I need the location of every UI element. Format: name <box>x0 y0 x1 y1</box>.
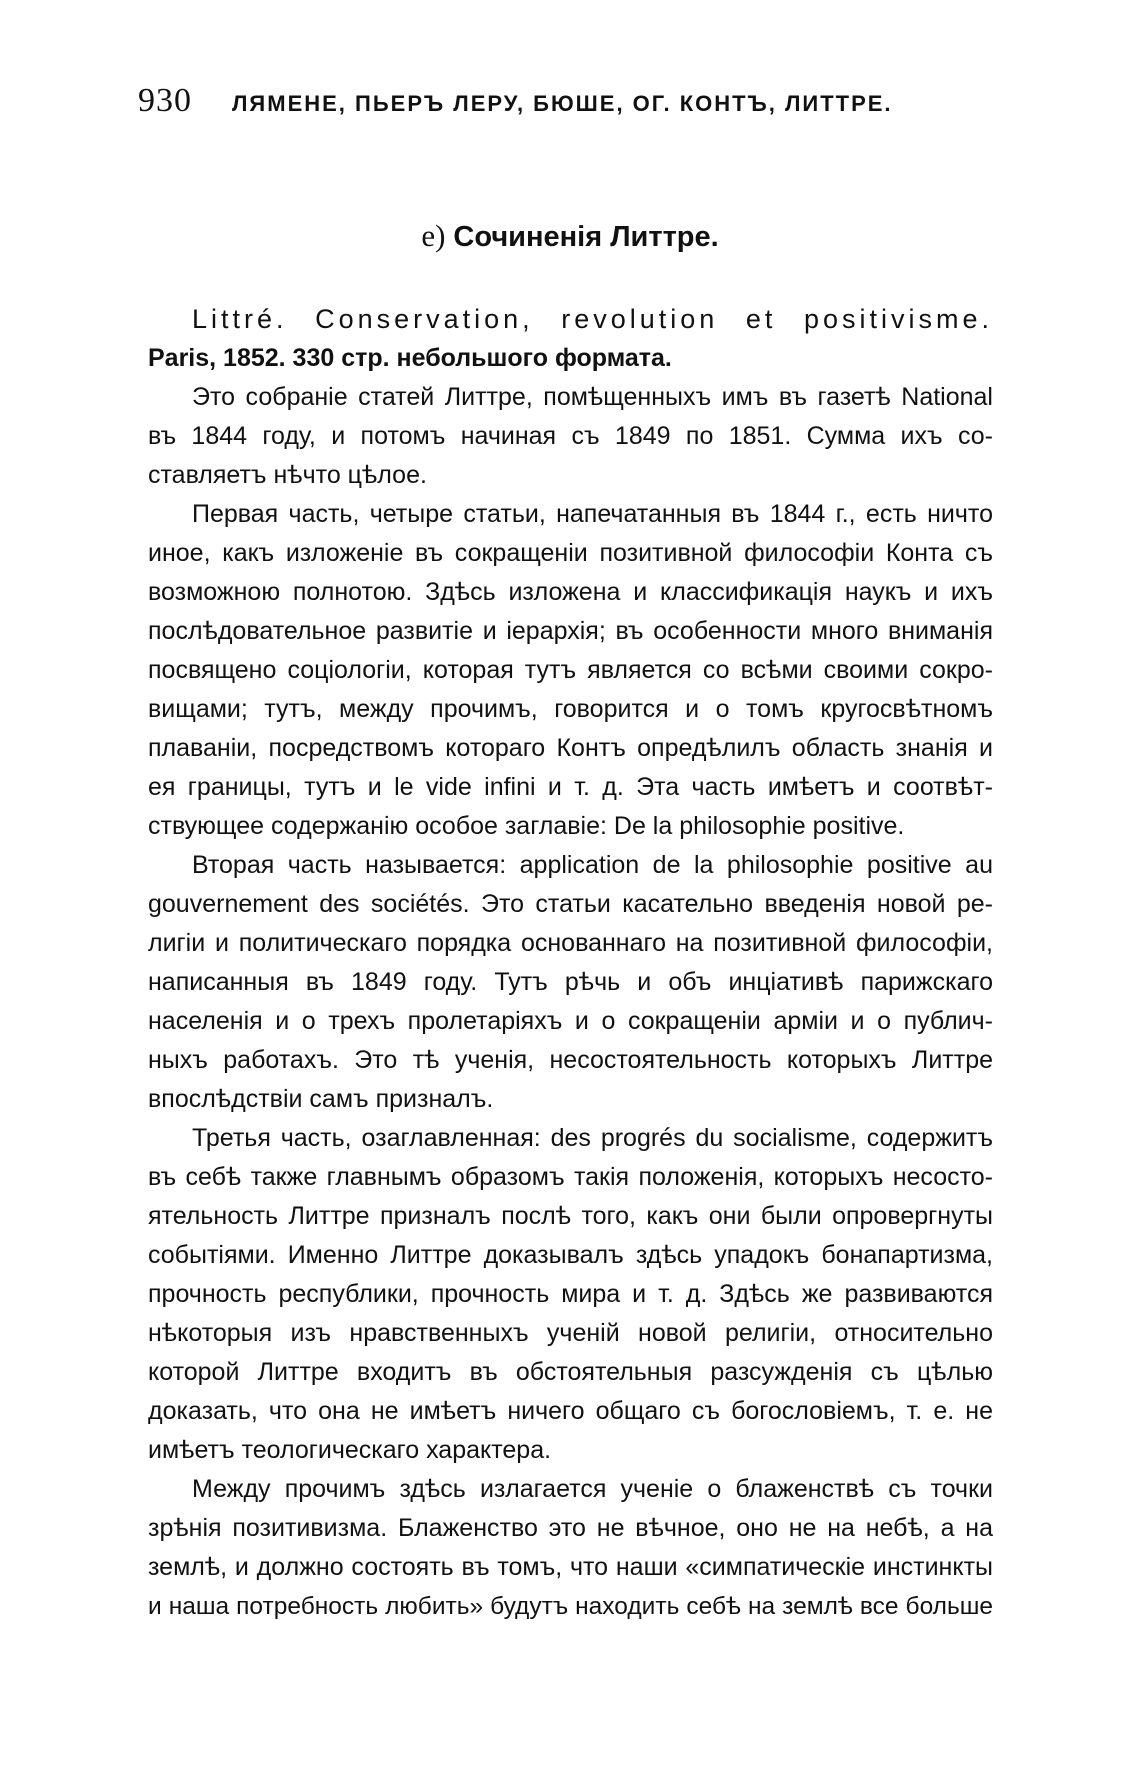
text-line: и наша потребность любить» будутъ находить себѣ на землѣ все больше <box>148 1593 993 1620</box>
text-line: ставляетъ нѣчто цѣлое. <box>148 461 427 489</box>
page-number: 930 <box>138 82 192 119</box>
text-line: которой Литтре входитъ въ обстоятельныя разсужденія съ цѣлью <box>148 1358 993 1386</box>
section-heading <box>0 218 1140 254</box>
text-line: ствующее содержанію особое заглавіе: De la philosophie positive. <box>148 812 905 840</box>
text-line: Между прочимъ здѣсь излагается ученіе о блаженствѣ съ точки <box>192 1475 993 1503</box>
text-line: событіями. Именно Литтре доказывалъ здѣсь упадокъ бонапартизма, <box>148 1241 993 1269</box>
text-line: доказать, что она не имѣетъ ничего общаго съ богословіемъ, т. е. не <box>148 1397 993 1425</box>
text-line: послѣдовательное развитіе и іерархія; въ особенности много вниманія <box>148 617 993 645</box>
bibliography-line: Paris, 1852. 330 стр. небольшого формата. <box>148 344 672 372</box>
text-line: нѣкоторыя изъ нравственныхъ ученій новой религіи, относительно <box>148 1319 993 1347</box>
text-line: лигіи и политическаго порядка основаннаго на позитивной философіи, <box>148 929 993 957</box>
bibliography-entry <box>148 300 993 378</box>
text-line: плаваніи, посредствомъ котораго Контъ опредѣлилъ область знанія и <box>148 734 993 762</box>
text-line: gouvernement des sociétés. Это статьи касательно введенія новой ре- <box>148 890 993 918</box>
text-line: въ себѣ также главнымъ образомъ такія положенія, которыхъ несосто- <box>148 1163 993 1191</box>
text-line: прочность республики, прочность мира и т. д. Здѣсь же развиваются <box>148 1280 993 1308</box>
text-line: вищами; тутъ, между прочимъ, говорится и о томъ кругосвѣтномъ <box>148 695 993 723</box>
paragraph <box>148 1119 993 1470</box>
text-line: Третья часть, озаглавленная: des progrés du socialisme, содержитъ <box>192 1124 993 1152</box>
text-line: возможною полнотою. Здѣсь изложена и классификація наукъ и ихъ <box>148 578 993 606</box>
section-title: Сочиненія Литтре. <box>453 221 719 253</box>
text-line: посвящено соціологіи, которая тутъ является со всѣми своими сокро- <box>148 656 993 684</box>
text-line: ея границы, тутъ и le vide infini и т. д. Эта часть имѣетъ и соотвѣт- <box>148 773 993 801</box>
text-line: Вторая часть называется: application de la philosophie positive au <box>192 851 993 879</box>
text-line: написанныя въ 1849 году. Тутъ рѣчь и объ инціативѣ парижскаго <box>148 968 993 996</box>
text-line: въ 1844 году, и потомъ начиная съ 1849 по 1851. Сумма ихъ со- <box>148 422 993 450</box>
body-text <box>148 300 993 1626</box>
text-line: имѣетъ теологическаго характера. <box>148 1436 552 1464</box>
text-line: ятельность Литтре призналъ послѣ того, какъ они были опровергнуты <box>148 1202 993 1230</box>
paragraph <box>148 1470 993 1626</box>
text-line: впослѣдствіи самъ призналъ. <box>148 1085 494 1113</box>
running-head <box>138 82 998 120</box>
text-line: зрѣнія позитивизма. Блаженство это не вѣчное, оно не на небѣ, а на <box>148 1514 993 1542</box>
section-marker: e) <box>421 218 446 253</box>
text-line: Это собраніе статей Литтре, помѣщенныхъ имъ въ газетѣ National <box>192 383 993 411</box>
text-line: населенія и о трехъ пролетаріяхъ и о сокращеніи арміи и о публич- <box>148 1007 993 1035</box>
paragraph <box>148 846 993 1119</box>
paragraph <box>148 378 993 495</box>
text-line: землѣ, и должно состоять въ томъ, что наши «симпатическіе инстинкты <box>148 1553 993 1581</box>
text-line: иное, какъ изложеніе въ сокращеніи позитивной философіи Конта съ <box>148 539 993 567</box>
bibliography-line: Littré. Conservation, revolution et positivisme. <box>192 304 993 334</box>
paragraph <box>148 495 993 846</box>
text-line: Первая часть, четыре статьи, напечатанныя въ 1844 г., есть ничто <box>192 500 993 528</box>
running-title: ЛЯМЕНЕ, ПЬЕРЪ ЛЕРУ, БЮШЕ, ОГ. КОНТЪ, ЛИТТРЕ. <box>232 91 893 116</box>
text-line: ныхъ работахъ. Это тѣ ученія, несостоятельность которыхъ Литтре <box>148 1046 993 1074</box>
